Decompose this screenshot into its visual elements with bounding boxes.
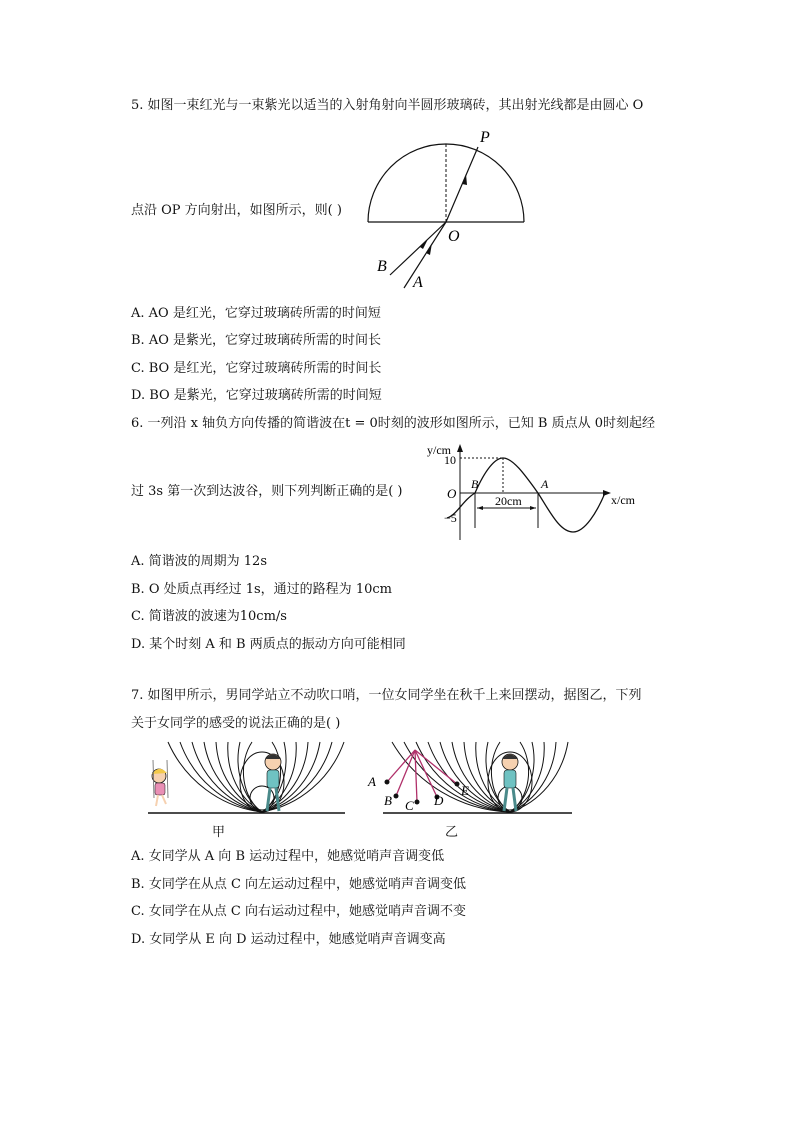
- q7-figure-yi: [365, 740, 580, 840]
- q6-label-ymin: −5: [444, 511, 457, 525]
- q5-option-a: A. AO 是红光，它穿过玻璃砖所需的时间短: [131, 306, 381, 321]
- q5-semicircle-figure: [360, 125, 535, 295]
- q7-stem-line2: 关于女同学的感受的说法正确的是( ): [131, 716, 341, 731]
- q7-stem-line1: 7. 如图甲所示，男同学站立不动吹口哨，一位女同学坐在秋千上来回摆动，据图乙，下列: [131, 688, 642, 703]
- q6-option-d: D. 某个时刻 A 和 B 两质点的振动方向可能相同: [131, 637, 406, 652]
- q6-label-a: A: [541, 477, 549, 491]
- girl-on-swing-icon: [152, 760, 168, 806]
- q5-stem-line1: 5. 如图一束红光与一束紫光以适当的入射角射向半圆形玻璃砖，其出射光线都是由圆心 O: [131, 98, 644, 113]
- q6-option-c: C. 简谐波的波速为10cm/s: [131, 609, 287, 624]
- q7-yi-label-e: E: [461, 783, 469, 798]
- q7-option-a: A. 女同学从 A 向 B 运动过程中，她感觉哨声音调变低: [131, 849, 445, 864]
- q6-stem-line1: 6. 一列沿 x 轴负方向传播的简谐波在t = 0时刻的波形如图所示，已知 B 质点从 0时刻起经: [131, 416, 656, 431]
- q5-label-b: B: [377, 258, 387, 275]
- q7-yi-label-c: C: [405, 798, 414, 813]
- q7-yi-label-a: A: [368, 774, 376, 789]
- q6-option-b: B. O 处质点再经过 1s，通过的路程为 10cm: [131, 582, 392, 597]
- q6-label-x-axis: x/cm: [611, 493, 635, 507]
- q5-label-a: A: [413, 274, 423, 291]
- q5-stem-line2: 点沿 OP 方向射出，如图所示，则( ): [131, 203, 342, 218]
- q5-option-c: C. BO 是红光，它穿过玻璃砖所需的时间长: [131, 361, 382, 376]
- q6-wave-graph: [425, 440, 655, 545]
- boy-whistling-icon: [502, 754, 518, 811]
- q6-option-a: A. 简谐波的周期为 12s: [131, 554, 267, 569]
- q7-yi-label-b: B: [384, 793, 392, 808]
- q7-option-d: D. 女同学从 E 向 D 运动过程中，她感觉哨声音调变高: [131, 932, 446, 947]
- q6-label-b: B: [471, 477, 479, 491]
- q7-option-c: C. 女同学在从点 C 向右运动过程中，她感觉哨声音调不变: [131, 904, 466, 919]
- q5-label-o: O: [448, 228, 460, 245]
- q7-figure-yi-caption: 乙: [445, 825, 459, 840]
- q7-figure-jia: [140, 740, 355, 840]
- q6-label-distance: 20cm: [495, 494, 522, 508]
- q6-label-y-axis: y/cm: [427, 443, 451, 457]
- q7-figure-jia-caption: 甲: [212, 825, 226, 840]
- q7-yi-label-d: D: [434, 793, 444, 808]
- q5-option-b: B. AO 是紫光，它穿过玻璃砖所需的时间长: [131, 333, 381, 348]
- q6-stem-line2: 过 3s 第一次到达波谷，则下列判断正确的是( ): [131, 484, 403, 499]
- q6-label-ymax: 10: [444, 453, 456, 467]
- q5-option-d: D. BO 是紫光，它穿过玻璃砖所需的时间短: [131, 388, 382, 403]
- q5-label-p: P: [480, 129, 490, 146]
- q7-option-b: B. 女同学在从点 C 向左运动过程中，她感觉哨声音调变低: [131, 877, 467, 892]
- q6-label-origin: O: [447, 486, 457, 501]
